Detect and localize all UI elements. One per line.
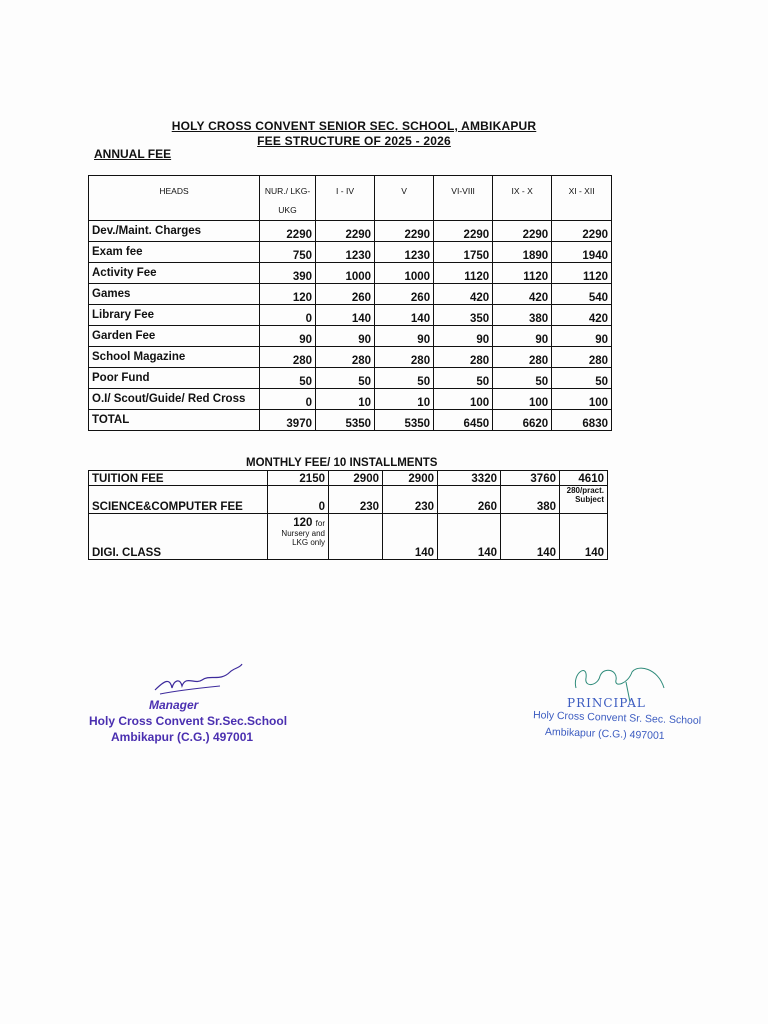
digi-class-label: DIGI. CLASS — [89, 514, 268, 560]
science-note-line2: Subject — [575, 495, 604, 504]
science-fee-label: SCIENCE&COMPUTER FEE — [89, 486, 268, 514]
table-row — [89, 221, 612, 242]
fee-value: 2290 — [552, 221, 612, 242]
fee-structure-title: FEE STRUCTURE OF 2025 - 2026 — [257, 134, 451, 148]
tuition-value: 4610 — [560, 471, 608, 486]
fee-value: 2290 — [316, 221, 375, 242]
fee-value: 350 — [434, 305, 493, 326]
fee-value: 1230 — [375, 242, 434, 263]
fee-value: 420 — [493, 284, 552, 305]
fee-value: 280 — [493, 347, 552, 368]
tuition-value: 2900 — [383, 471, 438, 486]
row-head: Garden Fee — [89, 326, 260, 347]
annual-header-row — [89, 176, 612, 221]
row-head: Exam fee — [89, 242, 260, 263]
table-row — [89, 284, 612, 305]
school-title: HOLY CROSS CONVENT SENIOR SEC. SCHOOL, AMBIKAPUR — [171, 119, 537, 133]
fee-value: 2290 — [434, 221, 493, 242]
fee-value: 260 — [375, 284, 434, 305]
col-ix-x: IX - X — [493, 176, 552, 221]
fee-value: 5350 — [375, 410, 434, 431]
manager-line2: Ambikapur (C.G.) 497001 — [111, 730, 254, 744]
fee-value: 420 — [434, 284, 493, 305]
fee-value: 5350 — [316, 410, 375, 431]
fee-value: 3970 — [260, 410, 316, 431]
annual-fee-table — [88, 175, 612, 431]
fee-value: 260 — [316, 284, 375, 305]
digi-value — [329, 514, 383, 560]
row-head: TOTAL — [89, 410, 260, 431]
fee-value: 6620 — [493, 410, 552, 431]
fee-value: 280 — [552, 347, 612, 368]
fee-value: 100 — [552, 389, 612, 410]
fee-value: 50 — [316, 368, 375, 389]
col-xi-xii: XI - XII — [552, 176, 612, 221]
table-row — [89, 263, 612, 284]
science-value: 260 — [438, 486, 501, 514]
science-value: 230 — [383, 486, 438, 514]
science-note-line1: 280/pract. — [566, 486, 604, 495]
row-head: Games — [89, 284, 260, 305]
fee-value: 1120 — [434, 263, 493, 284]
fee-value: 10 — [375, 389, 434, 410]
table-row — [89, 347, 612, 368]
fee-value: 10 — [316, 389, 375, 410]
fee-value: 280 — [260, 347, 316, 368]
monthly-fee-table — [88, 470, 608, 560]
fee-value: 750 — [260, 242, 316, 263]
digi-note: for — [315, 519, 325, 528]
fee-value: 380 — [493, 305, 552, 326]
science-value: 0 — [268, 486, 329, 514]
fee-value: 1000 — [316, 263, 375, 284]
row-head: Dev./Maint. Charges — [89, 221, 260, 242]
fee-value: 50 — [493, 368, 552, 389]
row-head: Library Fee — [89, 305, 260, 326]
fee-value: 1750 — [434, 242, 493, 263]
fee-value: 90 — [260, 326, 316, 347]
col-nur-lkg-ukg: NUR./ LKG-UKG — [260, 176, 316, 221]
fee-value: 120 — [260, 284, 316, 305]
fee-value: 100 — [493, 389, 552, 410]
table-row — [89, 514, 608, 560]
col-vi-viii: VI-VIII — [434, 176, 493, 221]
row-head: Activity Fee — [89, 263, 260, 284]
fee-value: 90 — [375, 326, 434, 347]
row-head: School Magazine — [89, 347, 260, 368]
table-row — [89, 471, 608, 486]
principal-title: PRINCIPAL — [567, 696, 646, 710]
fee-value: 50 — [434, 368, 493, 389]
tuition-fee-label: TUITION FEE — [89, 471, 268, 486]
fee-value: 50 — [260, 368, 316, 389]
science-value: 380 — [501, 486, 560, 514]
tuition-value: 3320 — [438, 471, 501, 486]
table-row — [89, 389, 612, 410]
tuition-value: 2900 — [329, 471, 383, 486]
fee-value: 280 — [316, 347, 375, 368]
monthly-fee-title: MONTHLY FEE/ 10 INSTALLMENTS — [246, 457, 438, 469]
fee-value: 1940 — [552, 242, 612, 263]
fee-value: 6830 — [552, 410, 612, 431]
fee-value: 90 — [493, 326, 552, 347]
manager-line1: Holy Cross Convent Sr.Sec.School — [89, 714, 288, 728]
digi-value: 140 — [560, 514, 608, 560]
fee-value: 0 — [260, 389, 316, 410]
fee-value: 2290 — [493, 221, 552, 242]
table-row — [89, 410, 612, 431]
fee-value: 390 — [260, 263, 316, 284]
table-row — [89, 486, 608, 514]
fee-value: 1000 — [375, 263, 434, 284]
tuition-value: 3760 — [501, 471, 560, 486]
digi-value: 140 — [438, 514, 501, 560]
fee-value: 1120 — [493, 263, 552, 284]
col-heads: HEADS — [89, 176, 260, 221]
fee-value: 90 — [434, 326, 493, 347]
fee-value: 2290 — [260, 221, 316, 242]
fee-value: 420 — [552, 305, 612, 326]
fee-value: 2290 — [375, 221, 434, 242]
principal-line2: Ambikapur (C.G.) 497001 — [544, 725, 665, 743]
manager-signature — [150, 660, 250, 700]
row-head: Poor Fund — [89, 368, 260, 389]
fee-value: 1890 — [493, 242, 552, 263]
digi-value-nur — [268, 514, 329, 560]
digi-value: 140 — [383, 514, 438, 560]
fee-value: 280 — [375, 347, 434, 368]
table-row — [89, 305, 612, 326]
fee-value: 140 — [316, 305, 375, 326]
fee-value: 1120 — [552, 263, 612, 284]
science-value: 230 — [329, 486, 383, 514]
fee-value: 90 — [552, 326, 612, 347]
annual-fee-label: ANNUAL FEE — [94, 147, 172, 161]
tuition-value: 2150 — [268, 471, 329, 486]
fee-value: 0 — [260, 305, 316, 326]
fee-value: 50 — [375, 368, 434, 389]
manager-title: Manager — [149, 698, 199, 712]
fee-value: 50 — [552, 368, 612, 389]
digi-value: 120 — [293, 517, 313, 529]
fee-value: 280 — [434, 347, 493, 368]
science-value-xi-xii — [560, 486, 608, 514]
table-row — [89, 242, 612, 263]
table-row — [89, 326, 612, 347]
fee-value: 6450 — [434, 410, 493, 431]
fee-value: 90 — [316, 326, 375, 347]
principal-line1: Holy Cross Convent Sr. Sec. School — [532, 709, 702, 727]
digi-note: LKG only — [292, 538, 325, 547]
col-v: V — [375, 176, 434, 221]
fee-value: 140 — [375, 305, 434, 326]
col-i-iv: I - IV — [316, 176, 375, 221]
fee-value: 1230 — [316, 242, 375, 263]
row-head: O.I/ Scout/Guide/ Red Cross — [89, 389, 260, 410]
fee-value: 100 — [434, 389, 493, 410]
digi-note: Nursery and — [281, 529, 325, 538]
table-row — [89, 368, 612, 389]
digi-value: 140 — [501, 514, 560, 560]
fee-value: 540 — [552, 284, 612, 305]
